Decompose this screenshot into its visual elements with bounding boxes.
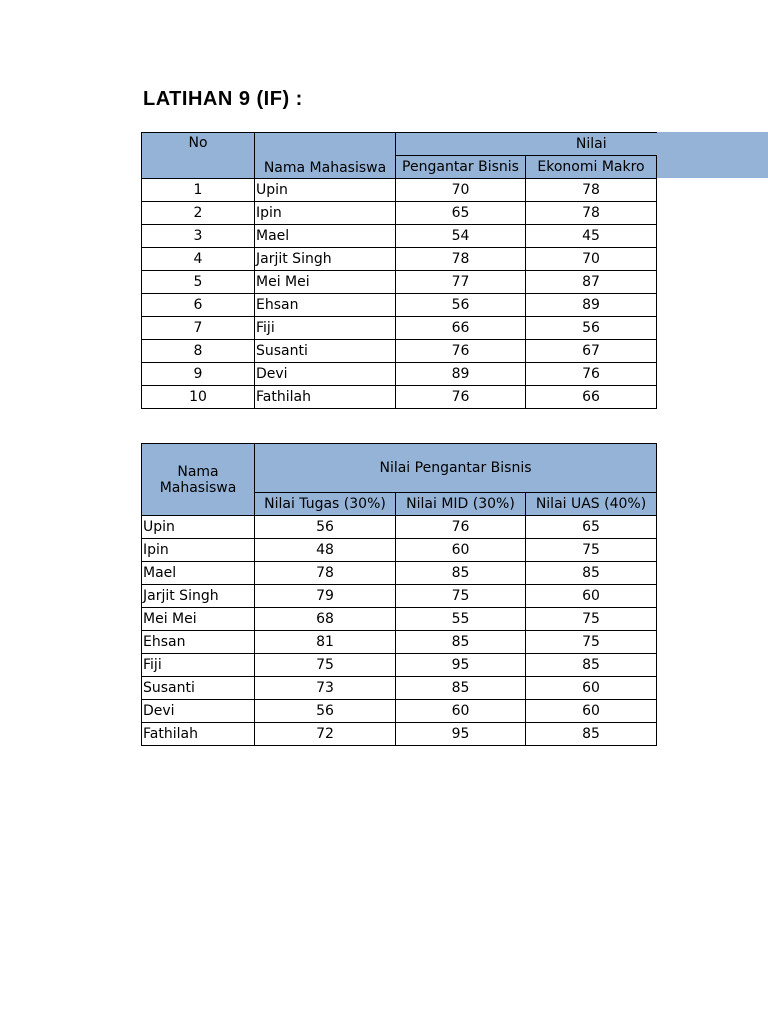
table-row [142, 340, 657, 363]
cell-name: Ipin [255, 202, 396, 225]
cell-nilai-uas: 65 [526, 516, 657, 539]
page-title: LATIHAN 9 (IF) : [143, 88, 303, 110]
cell-no: 2 [142, 202, 255, 225]
cell-name: Jarjit Singh [142, 585, 255, 608]
header-nilai-uas: Nilai UAS (40%) [526, 493, 657, 516]
cell-no: 1 [142, 179, 255, 202]
cell-nilai-tugas: 56 [255, 516, 396, 539]
cell-nilai-tugas: 68 [255, 608, 396, 631]
table-row [142, 179, 657, 202]
cell-nilai-mid: 95 [396, 654, 526, 677]
cell-ekonomi-makro: 66 [526, 386, 657, 409]
table-row [142, 317, 657, 340]
cell-name: Jarjit Singh [255, 248, 396, 271]
cell-nilai-uas: 75 [526, 539, 657, 562]
table-row [142, 562, 657, 585]
cell-nilai-tugas: 72 [255, 723, 396, 746]
cell-name: Upin [142, 516, 255, 539]
cell-name: Fathilah [142, 723, 255, 746]
cell-pengantar-bisnis: 76 [396, 386, 526, 409]
scores-table [141, 132, 657, 409]
cell-name: Fathilah [255, 386, 396, 409]
header-pengantar-bisnis: Pengantar Bisnis [396, 156, 526, 179]
cell-pengantar-bisnis: 77 [396, 271, 526, 294]
cell-ekonomi-makro: 76 [526, 363, 657, 386]
cell-pengantar-bisnis: 89 [396, 363, 526, 386]
cell-nilai-mid: 76 [396, 516, 526, 539]
cell-ekonomi-makro: 45 [526, 225, 657, 248]
table-row [142, 585, 657, 608]
header-nilai-tugas: Nilai Tugas (30%) [255, 493, 396, 516]
cell-name: Ehsan [142, 631, 255, 654]
cell-nilai-uas: 60 [526, 700, 657, 723]
cell-pengantar-bisnis: 56 [396, 294, 526, 317]
cell-name: Ipin [142, 539, 255, 562]
header-ekonomi-makro: Ekonomi Makro [526, 156, 657, 179]
cell-nilai-tugas: 56 [255, 700, 396, 723]
table-row [142, 700, 657, 723]
cell-ekonomi-makro: 78 [526, 202, 657, 225]
cell-nilai-mid: 60 [396, 539, 526, 562]
cell-nilai-uas: 85 [526, 654, 657, 677]
pengantar-bisnis-table [141, 443, 657, 746]
cell-ekonomi-makro: 87 [526, 271, 657, 294]
cell-nilai-mid: 75 [396, 585, 526, 608]
cell-pengantar-bisnis: 65 [396, 202, 526, 225]
table-row [142, 271, 657, 294]
cell-nilai-uas: 60 [526, 677, 657, 700]
cell-name: Mei Mei [142, 608, 255, 631]
table-row [142, 723, 657, 746]
cell-pengantar-bisnis: 66 [396, 317, 526, 340]
cell-name: Fiji [142, 654, 255, 677]
table-row [142, 386, 657, 409]
cell-name: Mei Mei [255, 271, 396, 294]
cell-nilai-mid: 95 [396, 723, 526, 746]
header-no: No [142, 133, 255, 179]
cell-no: 7 [142, 317, 255, 340]
header-nama-line1: Nama [177, 463, 219, 480]
cell-name: Mael [142, 562, 255, 585]
cell-ekonomi-makro: 78 [526, 179, 657, 202]
cell-pengantar-bisnis: 76 [396, 340, 526, 363]
cell-name: Mael [255, 225, 396, 248]
cell-nilai-mid: 85 [396, 677, 526, 700]
table-row [142, 608, 657, 631]
table-row [142, 202, 657, 225]
cell-no: 3 [142, 225, 255, 248]
cell-name: Devi [255, 363, 396, 386]
header-fill-extension [656, 132, 768, 178]
cell-nilai-mid: 60 [396, 700, 526, 723]
cell-no: 10 [142, 386, 255, 409]
cell-nilai-tugas: 81 [255, 631, 396, 654]
cell-name: Susanti [255, 340, 396, 363]
cell-nilai-uas: 85 [526, 562, 657, 585]
cell-nilai-tugas: 78 [255, 562, 396, 585]
cell-name: Devi [142, 700, 255, 723]
cell-ekonomi-makro: 56 [526, 317, 657, 340]
cell-name: Upin [255, 179, 396, 202]
cell-ekonomi-makro: 67 [526, 340, 657, 363]
header-name: Nama Mahasiswa [255, 133, 396, 179]
cell-ekonomi-makro: 89 [526, 294, 657, 317]
cell-name: Ehsan [255, 294, 396, 317]
cell-nilai-mid: 85 [396, 562, 526, 585]
cell-no: 8 [142, 340, 255, 363]
table-row [142, 516, 657, 539]
cell-nilai-tugas: 79 [255, 585, 396, 608]
cell-no: 9 [142, 363, 255, 386]
cell-nilai-uas: 85 [526, 723, 657, 746]
cell-name: Susanti [142, 677, 255, 700]
cell-nilai-mid: 55 [396, 608, 526, 631]
cell-nilai-uas: 60 [526, 585, 657, 608]
cell-pengantar-bisnis: 54 [396, 225, 526, 248]
cell-no: 6 [142, 294, 255, 317]
table-row [142, 363, 657, 386]
header-nama-line2: Mahasiswa [159, 479, 237, 496]
cell-no: 5 [142, 271, 255, 294]
header-nilai-pengantar-bisnis: Nilai Pengantar Bisnis [255, 444, 657, 493]
table-row [142, 225, 657, 248]
cell-no: 4 [142, 248, 255, 271]
cell-pengantar-bisnis: 70 [396, 179, 526, 202]
table-row [142, 539, 657, 562]
table-row [142, 677, 657, 700]
cell-nilai-tugas: 73 [255, 677, 396, 700]
header-nilai-mid: Nilai MID (30%) [396, 493, 526, 516]
cell-ekonomi-makro: 70 [526, 248, 657, 271]
header-nama-mahasiswa [142, 444, 255, 516]
table-row [142, 631, 657, 654]
cell-nilai-tugas: 75 [255, 654, 396, 677]
cell-nilai-uas: 75 [526, 608, 657, 631]
cell-nilai-mid: 85 [396, 631, 526, 654]
cell-pengantar-bisnis: 78 [396, 248, 526, 271]
table-row [142, 294, 657, 317]
table-row [142, 654, 657, 677]
table-row [142, 248, 657, 271]
header-nilai-group: Nilai [396, 133, 657, 156]
cell-nilai-uas: 75 [526, 631, 657, 654]
cell-nilai-tugas: 48 [255, 539, 396, 562]
cell-name: Fiji [255, 317, 396, 340]
